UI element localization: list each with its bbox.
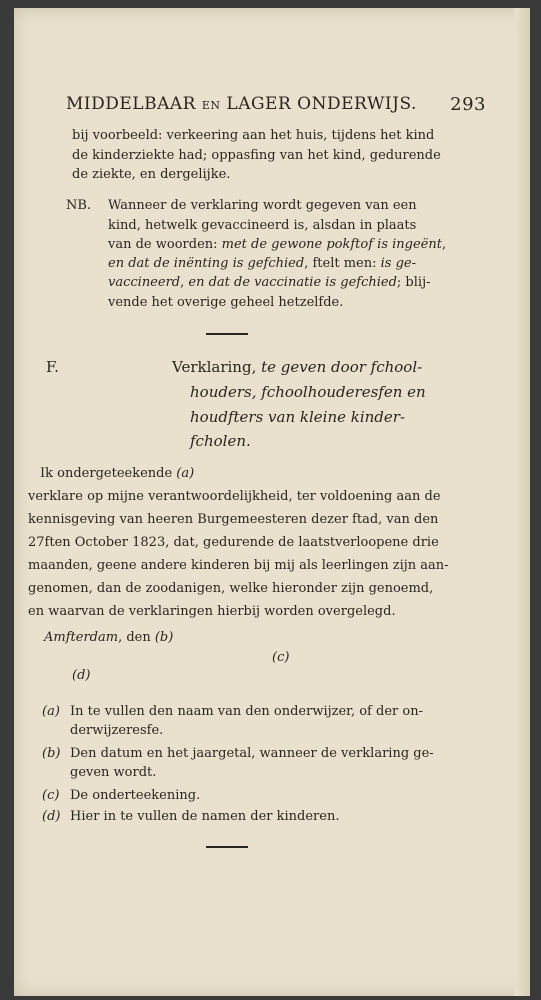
note-line: De onderteekening.: [70, 788, 201, 803]
section-letter: F.: [46, 358, 59, 376]
section-heading-line: houders, fchoolhouderesfen en: [190, 383, 426, 401]
text-line: kennisgeving van heeren Burgemeesteren dezer ftad, van den: [28, 512, 439, 527]
page-number: 293: [450, 94, 486, 115]
note-line: Den datum en het jaargetal, wanneer de verklaring ge-: [70, 746, 434, 761]
text-line: de ziekte, en dergelijke.: [72, 167, 231, 182]
note-mark: (b): [42, 746, 61, 761]
text-line: 27ften October 1823, dat, gedurende de laatstverloopene drie: [28, 535, 439, 550]
note-mark: (a): [42, 704, 60, 719]
note-mark: (d): [42, 809, 61, 824]
section-heading-line: houdfters van kleine kinder-: [190, 408, 406, 426]
note-line: Hier in te vullen de namen der kinderen.: [70, 809, 340, 824]
children-mark: (d): [72, 668, 91, 683]
text-line: en waarvan de verklaringen hierbij worden overgelegd.: [28, 604, 396, 619]
text-line: verklare op mijne verantwoordelijkheid, ter voldoening aan de: [28, 489, 441, 504]
section-heading-line: fcholen.: [190, 432, 251, 450]
text-line: de kinderziekte had; oppasfing van het kind, gedurende: [72, 148, 441, 163]
text-line: bij voorbeeld: verkeering aan het huis, tijdens het kind: [72, 128, 435, 143]
text-line: genomen, dan de zoodanigen, welke hieronder zijn genoemd,: [28, 581, 434, 596]
note-line: derwijzeresfe.: [70, 723, 164, 738]
section-heading-line: Verklaring, te geven door fchool-: [172, 358, 423, 376]
text-line: vende het overige geheel hetzelfde.: [108, 295, 344, 310]
nb-label: NB.: [66, 198, 92, 213]
running-title: MIDDELBAAR EN LAGER ONDERWIJS.: [66, 94, 417, 114]
text-line: Ik ondergeteekende (a): [40, 466, 195, 481]
page-edge: [514, 8, 530, 996]
text-line: Wanneer de verklaring wordt gegeven van een: [108, 198, 417, 213]
running-header: [66, 88, 486, 118]
note-mark: (c): [42, 788, 60, 803]
signature-mark: (c): [272, 650, 290, 665]
text-line: kind, hetwelk gevaccineerd is, alsdan in plaats: [108, 218, 417, 233]
text-line: maanden, geene andere kinderen bij mij als leerlingen zijn aan-: [28, 558, 449, 573]
text-line: vaccineerd, en dat de vaccinatie is gefchied; blij-: [108, 275, 431, 290]
text-line: van de woorden: met de gewone pokftof is ingeënt,: [108, 237, 447, 252]
note-line: geven wordt.: [70, 765, 157, 780]
book-page: [14, 8, 530, 996]
text-line: en dat de inënting is gefchied, ftelt men: is ge-: [108, 256, 416, 271]
section-divider: [206, 333, 248, 335]
end-divider: [206, 846, 248, 848]
place-date-line: Amfterdam, den (b): [44, 630, 174, 645]
note-line: In te vullen den naam van den onderwijzer, of der on-: [70, 704, 423, 719]
